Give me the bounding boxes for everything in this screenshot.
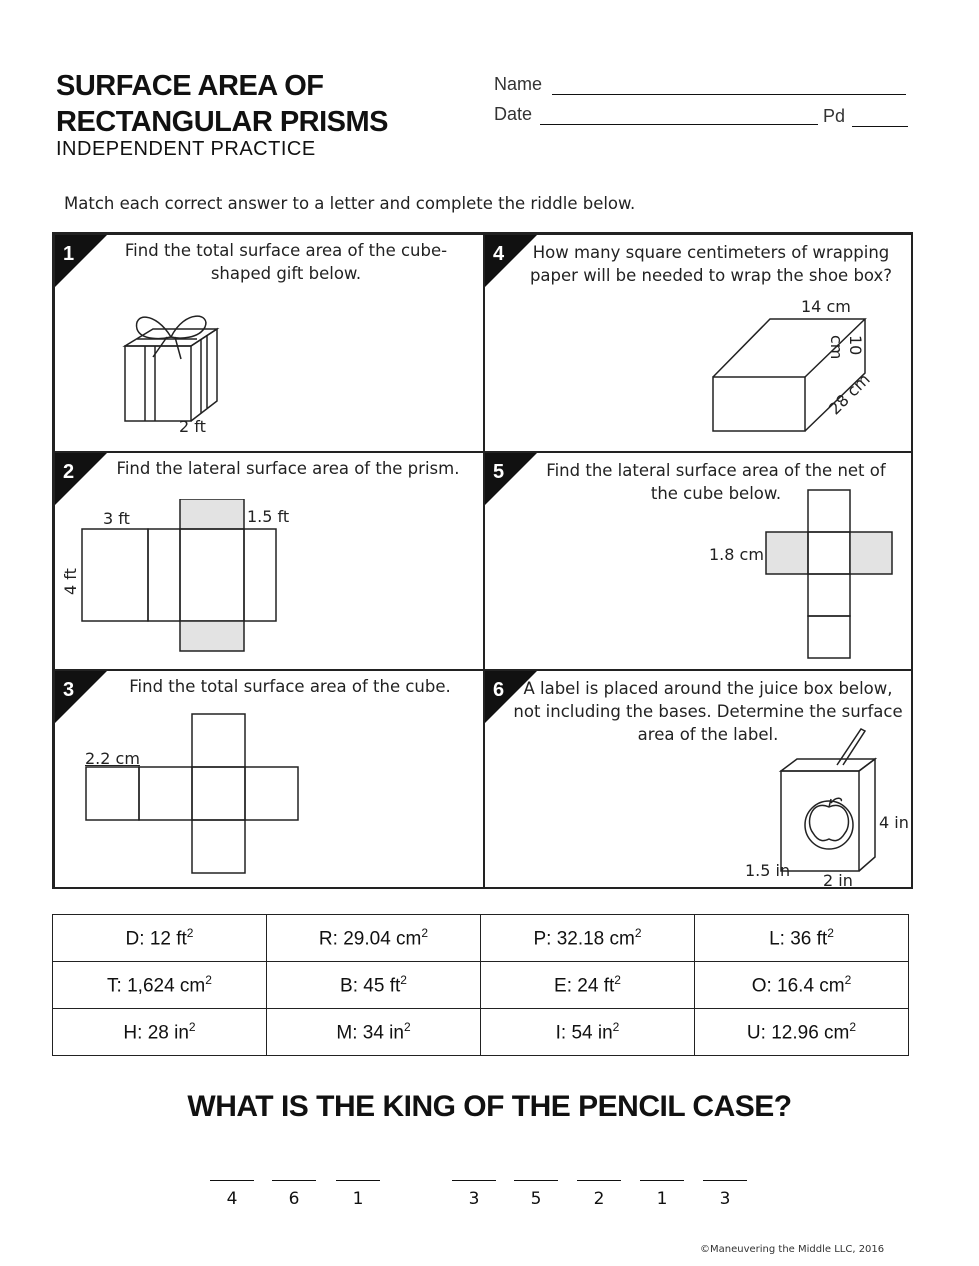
riddle-question: WHAT IS THE KING OF THE PENCIL CASE? <box>187 1090 792 1123</box>
answer-cell: M: 34 $in^2$ <box>267 1009 481 1056</box>
problem-number-badge: 3 <box>55 671 107 723</box>
answer-cell: L: 36 $ft^2$ <box>695 915 909 962</box>
problem-1-text: Find the total surface area of the cube-shaped gift below. <box>124 241 448 283</box>
date-label: Date <box>494 104 533 124</box>
juice-depth-label: 1.5 in <box>745 861 791 880</box>
riddle-blank[interactable] <box>452 1180 496 1209</box>
answer-cell: R: 29.04 $cm^2$ <box>267 915 481 962</box>
riddle-blank-number: 1 <box>656 1189 668 1209</box>
problem-number-badge: 1 <box>55 235 107 287</box>
answer-cell: H: 28 $in^2$ <box>53 1009 267 1056</box>
riddle-blank[interactable] <box>514 1180 558 1209</box>
riddle-blank-number: 1 <box>352 1189 364 1209</box>
answer-letter: U <box>746 1022 761 1044</box>
answer-cell: B: 45 $ft^2$ <box>267 962 481 1009</box>
answer-unit-exponent: 2 <box>614 972 621 987</box>
riddle-blank-number: 4 <box>226 1189 238 1209</box>
answer-value: 28 in <box>147 1022 189 1044</box>
answer-cell: D: 12 $ft^2$ <box>53 915 267 962</box>
answer-unit-exponent: 2 <box>403 1019 411 1034</box>
problem-2-text: Find the lateral surface area of the prism. <box>116 459 460 478</box>
answer-value: 34 in <box>362 1022 404 1044</box>
answer-value: 16.4 cm <box>777 975 845 997</box>
answer-row <box>53 962 909 1009</box>
answer-value: 36 ft <box>790 928 828 950</box>
answer-cell: P: 32.18 $cm^2$ <box>481 915 695 962</box>
riddle-blank[interactable] <box>336 1180 380 1209</box>
answer-value: 12.96 cm <box>771 1022 850 1044</box>
answer-letter: L <box>769 928 780 950</box>
cube-net-side-label: 1.8 cm <box>709 545 764 564</box>
answer-letter: D <box>125 928 140 950</box>
answer-cell: T: 1,624 $cm^2$ <box>53 962 267 1009</box>
problem-1 <box>54 234 484 452</box>
answer-unit-exponent: 2 <box>188 1019 196 1034</box>
worksheet-title: SURFACE AREA OF RECTANGULAR PRISMS <box>56 70 389 138</box>
answer-row <box>53 915 909 962</box>
answer-value: 12 ft <box>149 928 187 950</box>
problem-number-badge: 2 <box>55 453 107 505</box>
answer-value: 45 ft <box>363 975 401 997</box>
problem-number-badge: 5 <box>485 453 537 505</box>
problem-grid <box>52 232 913 889</box>
riddle-blank[interactable] <box>577 1180 621 1209</box>
riddle-blank-number: 5 <box>530 1189 542 1209</box>
riddle-blank[interactable] <box>703 1180 747 1209</box>
gift-side-label: 2 ft <box>179 417 206 436</box>
answer-cell: I: 54 $in^2$ <box>481 1009 695 1056</box>
answer-unit-exponent: 2 <box>400 972 407 987</box>
net-height-label: 4 ft <box>61 568 80 595</box>
net-length-label: 3 ft <box>103 509 130 528</box>
answer-letter: P <box>533 928 547 950</box>
answer-letter: E <box>554 975 567 997</box>
riddle-blank[interactable] <box>210 1180 254 1209</box>
answer-letter: H <box>123 1022 138 1044</box>
answer-letter: T <box>107 975 117 997</box>
answer-letter: B <box>340 975 353 997</box>
problem-5 <box>484 452 913 670</box>
worksheet-subtitle: INDEPENDENT PRACTICE <box>56 138 316 160</box>
name-field[interactable] <box>552 94 906 95</box>
answer-row <box>53 1009 909 1056</box>
answer-value: 32.18 cm <box>556 928 635 950</box>
answer-unit-exponent: 2 <box>827 925 834 940</box>
riddle-blank-number: 6 <box>288 1189 300 1209</box>
instructions: Match each correct answer to a letter and complete the riddle below. <box>64 194 636 213</box>
period-label: Pd <box>823 106 846 126</box>
riddle-blank-number: 2 <box>593 1189 605 1209</box>
answer-unit-exponent: 2 <box>205 972 212 987</box>
answer-letter: M <box>336 1022 353 1044</box>
problem-5-text: Find the lateral surface area of the net of the cube below. <box>546 461 886 503</box>
answer-value: 54 in <box>571 1022 613 1044</box>
answer-unit-exponent: 2 <box>634 925 642 940</box>
date-field[interactable] <box>540 124 818 125</box>
problem-4-text: How many square centimeters of wrapping paper will be needed to wrap the shoe box? <box>529 243 893 285</box>
answer-value: 29.04 cm <box>343 928 422 950</box>
answer-cell: E: 24 $ft^2$ <box>481 962 695 1009</box>
riddle-blank[interactable] <box>272 1180 316 1209</box>
answer-value: 24 ft <box>577 975 615 997</box>
juice-box-icon <box>773 727 883 877</box>
box-length-label: 14 cm <box>801 297 851 316</box>
cube-side-label: 2.2 cm <box>85 749 140 768</box>
name-label: Name <box>494 74 543 94</box>
problem-3-text: Find the total surface area of the cube. <box>129 677 451 696</box>
answer-cell: U: 12.96 $cm^2$ <box>695 1009 909 1056</box>
box-width-label: 28 cm <box>825 369 874 419</box>
answer-letter: I <box>555 1022 561 1044</box>
gift-box-icon <box>115 301 225 431</box>
answer-letter: R <box>318 928 333 950</box>
riddle-blank[interactable] <box>640 1180 684 1209</box>
problem-number-badge: 4 <box>485 235 537 287</box>
copyright: ©Maneuvering the Middle LLC, 2016 <box>700 1244 885 1255</box>
cube-net-diagram <box>85 713 303 877</box>
problem-6 <box>484 670 913 889</box>
cube-net-diagram <box>765 489 897 663</box>
answer-unit-exponent: 2 <box>186 925 194 940</box>
answer-cell: O: 16.4 $cm^2$ <box>695 962 909 1009</box>
problem-number-badge: 6 <box>485 671 537 723</box>
period-field[interactable] <box>852 126 908 127</box>
answer-letter: O <box>751 975 767 997</box>
answer-unit-exponent: 2 <box>612 1019 620 1034</box>
riddle-blank-number: 3 <box>719 1189 731 1209</box>
box-height-label: 10 cm <box>827 335 865 360</box>
juice-height-label: 4 in <box>879 813 909 832</box>
juice-width-label: 2 in <box>823 871 853 890</box>
problem-4 <box>484 234 913 452</box>
net-width-label: 1.5 ft <box>247 507 290 526</box>
problem-3 <box>54 670 484 889</box>
answer-bank-table <box>52 914 909 1056</box>
riddle-blank-number: 3 <box>468 1189 480 1209</box>
answer-unit-exponent: 2 <box>849 1019 857 1034</box>
problem-2 <box>54 452 484 670</box>
answer-value: 1,624 cm <box>127 975 206 997</box>
problem-6-text: A label is placed around the juice box below, not including the bases. Determine the surface area of the label. <box>513 679 903 744</box>
answer-unit-exponent: 2 <box>421 925 429 940</box>
answer-unit-exponent: 2 <box>844 972 852 987</box>
